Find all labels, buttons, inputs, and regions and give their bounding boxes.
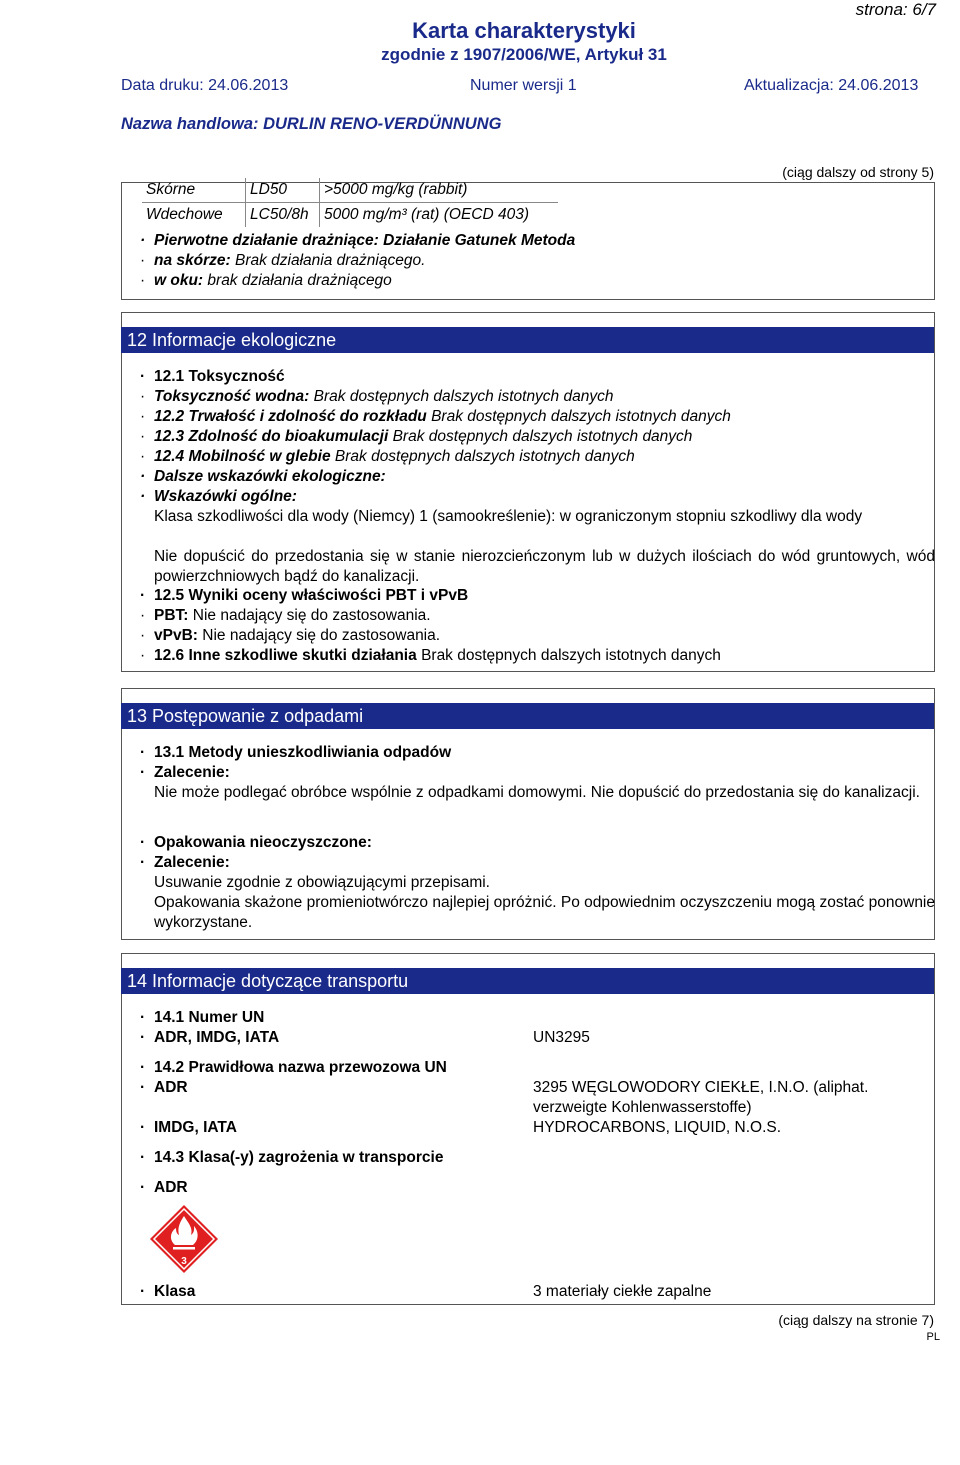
section-13-title: 13 Postępowanie z odpadami bbox=[121, 703, 934, 729]
document-title: Karta charakterystyki bbox=[412, 18, 636, 43]
eye-irritation: · w oku: brak działania drażniącego bbox=[140, 272, 392, 289]
flammable-liquid-diamond-icon bbox=[149, 1204, 219, 1274]
other-value: Brak dostępnych dalszych istotnych danych bbox=[421, 647, 721, 664]
s14-shipping-name: · 14.2 Prawidłowa nazwa przewozowa UN bbox=[140, 1059, 447, 1076]
rec-label: Zalecenie: bbox=[154, 764, 230, 781]
s12-vpvb: · vPvB: Nie nadający się do zastosowania. bbox=[140, 627, 441, 644]
recommendation-text: Nie może podlegać obróbce wspólnie z odpadkami domowymi. Nie dopuścić do przedostania się do kanalizacji. bbox=[154, 784, 920, 801]
bioacc-label: 12.3 Zdolność do bioakumulacji bbox=[154, 428, 389, 445]
value-cell: >5000 mg/kg (rabbit) bbox=[320, 178, 559, 203]
aquatic-label: Toksyczność wodna: bbox=[154, 388, 310, 405]
s12-other: · 12.6 Inne szkodliwe skutki działania Brak dostępnych dalszych istotnych danych bbox=[140, 647, 721, 664]
eye-label: w oku: bbox=[154, 272, 204, 289]
aquatic-value: Brak dostępnych dalszych istotnych danych bbox=[313, 388, 614, 405]
s12-pbt: · PBT: Nie nadający się do zastosowania. bbox=[140, 607, 431, 624]
s12-pbt-title: · 12.5 Wyniki oceny właściwości PBT i vPvB bbox=[140, 587, 469, 604]
toxicity-table bbox=[142, 178, 558, 227]
primary-irritation-label: Pierwotne działanie drażniące: Działanie Gatunek Metoda bbox=[154, 232, 576, 249]
primary-irritation: · Pierwotne działanie drażniące: Działanie Gatunek Metoda bbox=[140, 232, 576, 249]
vpvb-label: vPvB: bbox=[154, 627, 198, 644]
section-14-title: 14 Informacje dotyczące transportu bbox=[121, 968, 934, 994]
s12-mobility: · 12.4 Mobilność w glebie Brak dostępnych dalszych istotnych danych bbox=[140, 448, 635, 465]
type-cell: LC50/8h bbox=[246, 203, 320, 228]
continued-from-note: (ciąg dalszy od strony 5) bbox=[782, 164, 934, 180]
table-row bbox=[142, 203, 558, 228]
imdg-value: HYDROCARBONS, LIQUID, N.O.S. bbox=[533, 1119, 782, 1136]
mobility-value: Brak dostępnych dalszych istotnych danych bbox=[334, 448, 635, 465]
s13-recommendation: · Zalecenie: bbox=[140, 764, 230, 781]
mobility-label: 12.4 Mobilność w glebie bbox=[154, 448, 331, 465]
general-text-1: Klasa szkodliwości dla wody (Niemcy) 1 (samookreślenie): w ograniczonym stopniu szkodliwy dla wody bbox=[154, 508, 863, 525]
language-code: PL bbox=[926, 1331, 940, 1343]
document-subtitle: zgodnie z 1907/2006/WE, Artykuł 31 bbox=[381, 45, 667, 64]
methods-label: 13.1 Metody unieszkodliwiania odpadów bbox=[154, 744, 452, 761]
value-cell: 5000 mg/m³ (rat) (OECD 403) bbox=[320, 203, 559, 228]
s12-persistence: · 12.2 Trwałość i zdolność do rozkładu Brak dostępnych dalszych istotnych danych bbox=[140, 408, 731, 425]
general-label: Wskazówki ogólne: bbox=[154, 488, 297, 505]
un-value: UN3295 bbox=[533, 1029, 590, 1046]
other-label: 12.6 Inne szkodliwe skutki działania bbox=[154, 647, 417, 664]
s13-packaging: · Opakowania nieoczyszczone: bbox=[140, 834, 372, 851]
table-row bbox=[142, 178, 558, 203]
klasa-value: 3 materiały ciekłe zapalne bbox=[533, 1283, 712, 1300]
rec2-label: Zalecenie: bbox=[154, 854, 230, 871]
un-modes-label: ADR, IMDG, IATA bbox=[154, 1029, 280, 1046]
skin-value: Brak działania drażniącego. bbox=[234, 252, 426, 269]
klasa-label: Klasa bbox=[154, 1283, 196, 1300]
pbt-label: PBT: bbox=[154, 607, 189, 624]
route-cell: Wdechowe bbox=[142, 203, 246, 228]
route-cell: Skórne bbox=[142, 178, 246, 203]
skin-label: na skórze: bbox=[154, 252, 231, 269]
s14-adr: · ADR bbox=[140, 1079, 188, 1096]
class-adr-label: ADR bbox=[154, 1179, 188, 1196]
bioacc-value: Brak dostępnych dalszych istotnych danych bbox=[392, 428, 693, 445]
s12-bioaccumulation: · 12.3 Zdolność do bioakumulacji Brak dostępnych dalszych istotnych danych bbox=[140, 428, 693, 445]
packaging-label: Opakowania nieoczyszczone: bbox=[154, 834, 372, 851]
s12-toxicity: · 12.1 Toksyczność bbox=[140, 368, 285, 385]
s14-klasa: · Klasa bbox=[140, 1283, 196, 1300]
recommendation-2-text-2: Opakowania skażone promieniotwórczo najlepiej opróżnić. Po odpowiednim oczyszczeniu mogą zostać ponownie wykorzystane. bbox=[154, 894, 935, 931]
s13-methods: · 13.1 Metody unieszkodliwiania odpadów bbox=[140, 744, 452, 761]
vpvb-value: Nie nadający się do zastosowania. bbox=[202, 627, 441, 644]
s14-class-adr: · ADR bbox=[140, 1179, 188, 1196]
persistence-label: 12.2 Trwałość i zdolność do rozkładu bbox=[154, 408, 427, 425]
s12-further: · Dalsze wskazówki ekologiczne: bbox=[140, 468, 386, 485]
skin-irritation: · na skórze: Brak działania drażniącego. bbox=[140, 252, 426, 269]
pbt-value: Nie nadający się do zastosowania. bbox=[192, 607, 431, 624]
general-text-2: Nie dopuścić do przedostania się w stanie nierozcieńczonym lub w dużych ilościach do wód gruntowych, wód powierzchniowych bądź do kanalizacji. bbox=[154, 548, 935, 585]
un-label: 14.1 Numer UN bbox=[154, 1009, 265, 1026]
s13-recommendation-2: · Zalecenie: bbox=[140, 854, 230, 871]
svg-text:3: 3 bbox=[181, 1256, 187, 1267]
adr-label: ADR bbox=[154, 1079, 188, 1096]
further-label: Dalsze wskazówki ekologiczne: bbox=[154, 468, 386, 485]
page-number: strona: 6/7 bbox=[855, 0, 936, 19]
adr-value: 3295 WĘGLOWODORY CIEKŁE, I.N.O. (aliphat. verzweigte Kohlenwasserstoffe) bbox=[533, 1079, 869, 1116]
shipping-name-label: 14.2 Prawidłowa nazwa przewozowa UN bbox=[154, 1059, 447, 1076]
trade-name: Nazwa handlowa: DURLIN RENO-VERDÜNNUNG bbox=[121, 115, 502, 133]
s14-imdg: · IMDG, IATA bbox=[140, 1119, 237, 1136]
section-12-title: 12 Informacje ekologiczne bbox=[121, 327, 934, 353]
eye-value: brak działania drażniącego bbox=[207, 272, 392, 289]
class-title-label: 14.3 Klasa(-y) zagrożenia w transporcie bbox=[154, 1149, 444, 1166]
s12-toxicity-label: 12.1 Toksyczność bbox=[154, 368, 285, 385]
version-number: Numer wersji 1 bbox=[470, 77, 577, 94]
s14-class-title: · 14.3 Klasa(-y) zagrożenia w transporcie bbox=[140, 1149, 444, 1166]
continued-to-note: (ciąg dalszy na stronie 7) bbox=[778, 1312, 934, 1328]
imdg-label: IMDG, IATA bbox=[154, 1119, 237, 1136]
s14-un-modes: · ADR, IMDG, IATA bbox=[140, 1029, 280, 1046]
section-14-box bbox=[121, 953, 935, 1305]
update-date: Aktualizacja: 24.06.2013 bbox=[744, 77, 919, 94]
recommendation-2-text-1: Usuwanie zgodnie z obowiązującymi przepisami. bbox=[154, 874, 490, 891]
persistence-value: Brak dostępnych dalszych istotnych danych bbox=[431, 408, 731, 425]
print-date: Data druku: 24.06.2013 bbox=[121, 77, 289, 94]
s12-aquatic: · Toksyczność wodna: Brak dostępnych dalszych istotnych danych bbox=[140, 388, 614, 405]
s12-general: · Wskazówki ogólne: bbox=[140, 488, 297, 505]
s14-un-number: · 14.1 Numer UN bbox=[140, 1009, 265, 1026]
type-cell: LD50 bbox=[246, 178, 320, 203]
pbt-title-label: 12.5 Wyniki oceny właściwości PBT i vPvB bbox=[154, 587, 469, 604]
